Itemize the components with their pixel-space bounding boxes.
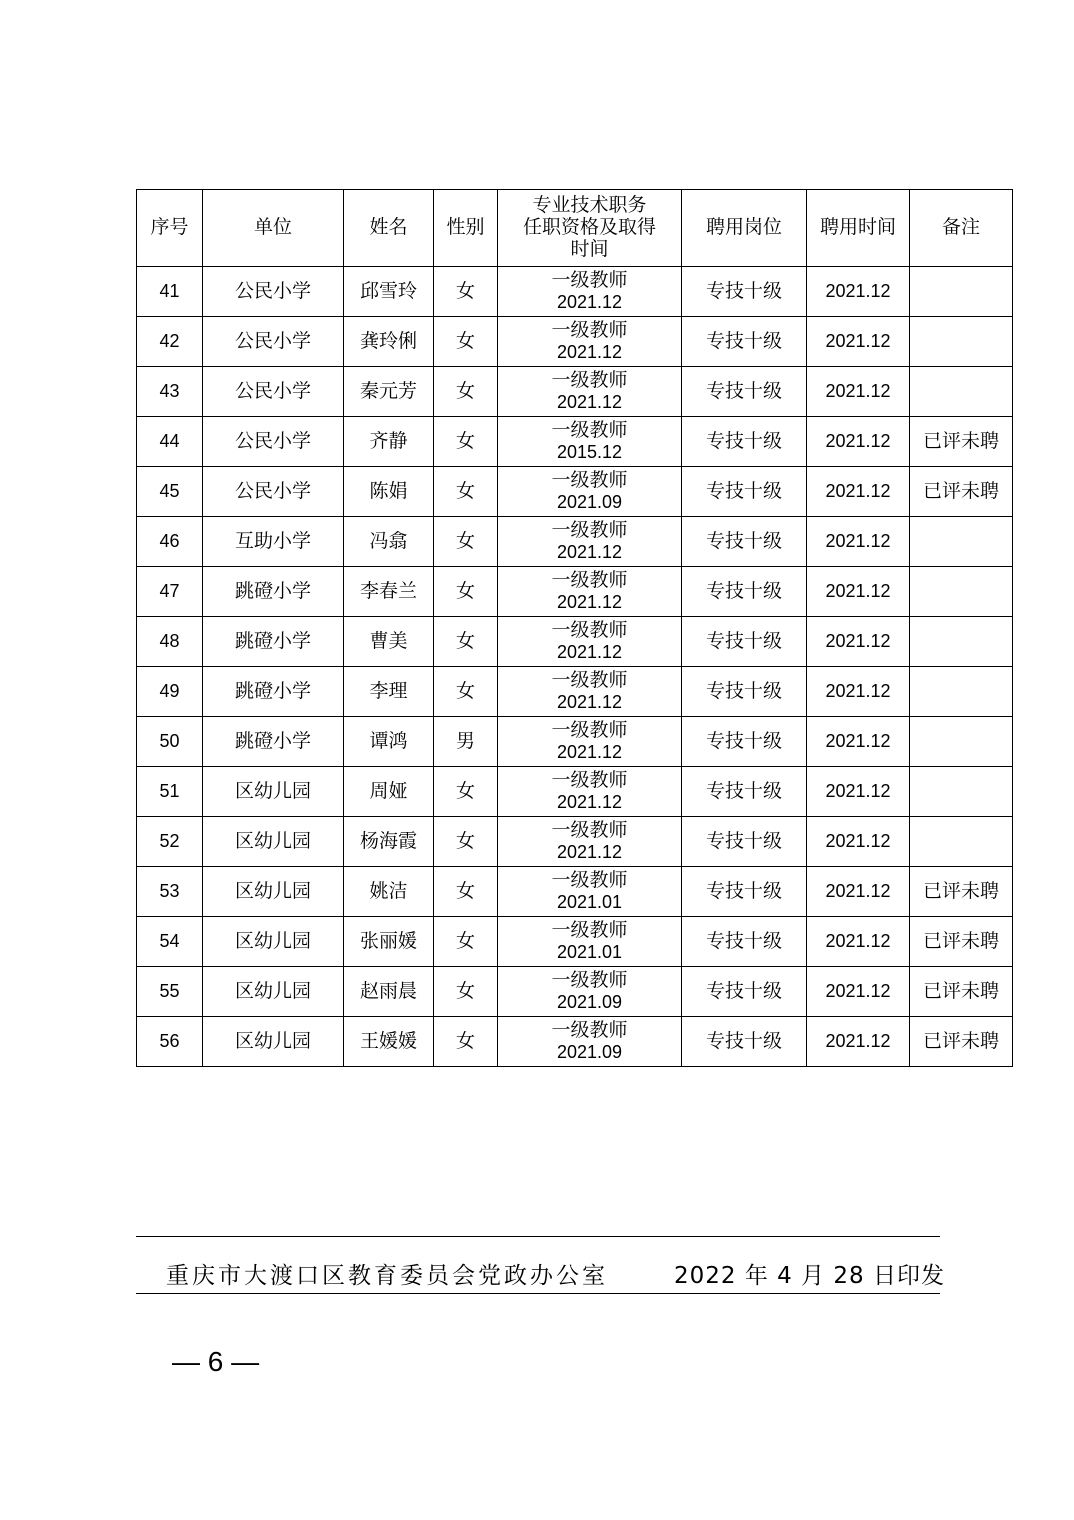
header-gender: 性别 <box>434 190 498 267</box>
qualification-title: 一级教师 <box>551 419 628 442</box>
cell-position: 专技十级 <box>682 717 807 767</box>
qualification-title: 一级教师 <box>551 519 628 542</box>
cell-position: 专技十级 <box>682 617 807 667</box>
qualification-title: 一级教师 <box>551 619 628 642</box>
qualification-date: 2021.12 <box>556 642 623 663</box>
table-row <box>137 917 1013 967</box>
cell-name: 李理 <box>344 667 434 717</box>
qualification-title: 一级教师 <box>551 1019 628 1042</box>
cell-position: 专技十级 <box>682 517 807 567</box>
qualification-date: 2021.12 <box>556 542 623 563</box>
header-seq: 序号 <box>137 190 203 267</box>
cell-name: 赵雨晨 <box>344 967 434 1017</box>
cell-qualification <box>498 417 682 467</box>
cell-name: 谭鸿 <box>344 717 434 767</box>
cell-hire-date: 2021.12 <box>807 417 910 467</box>
table-row <box>137 567 1013 617</box>
header-hire-date: 聘用时间 <box>807 190 910 267</box>
table-row <box>137 867 1013 917</box>
cell-qualification <box>498 567 682 617</box>
table-row <box>137 467 1013 517</box>
cell-seq: 46 <box>137 517 203 567</box>
cell-gender: 女 <box>434 617 498 667</box>
footer-bottom-rule <box>136 1293 940 1294</box>
qualification-title: 一级教师 <box>551 919 628 942</box>
qualification-title: 一级教师 <box>551 669 628 692</box>
table-row <box>137 267 1013 317</box>
cell-gender: 女 <box>434 567 498 617</box>
cell-name: 冯翕 <box>344 517 434 567</box>
cell-seq: 51 <box>137 767 203 817</box>
cell-position: 专技十级 <box>682 1017 807 1067</box>
footer-top-rule <box>136 1236 940 1237</box>
header-qualification-line-2: 任职资格及取得 <box>522 216 656 239</box>
cell-remark <box>910 767 1013 817</box>
cell-qualification <box>498 867 682 917</box>
cell-name: 姚洁 <box>344 867 434 917</box>
cell-name: 周娅 <box>344 767 434 817</box>
table-header-row <box>137 190 1013 267</box>
qualification-title: 一级教师 <box>551 469 628 492</box>
cell-seq: 56 <box>137 1017 203 1067</box>
cell-qualification <box>498 617 682 667</box>
qualification-title: 一级教师 <box>551 869 628 892</box>
cell-gender: 女 <box>434 517 498 567</box>
cell-seq: 54 <box>137 917 203 967</box>
cell-position: 专技十级 <box>682 817 807 867</box>
table-row <box>137 717 1013 767</box>
qualification-date: 2021.12 <box>556 342 623 363</box>
qualification-title: 一级教师 <box>551 819 628 842</box>
qualification-date: 2021.01 <box>556 942 623 963</box>
table-row <box>137 517 1013 567</box>
cell-seq: 55 <box>137 967 203 1017</box>
cell-hire-date: 2021.12 <box>807 917 910 967</box>
table-row <box>137 1017 1013 1067</box>
issue-date: 2022 年 4 月 28 日印发 <box>674 1263 945 1289</box>
cell-seq: 49 <box>137 667 203 717</box>
cell-gender: 女 <box>434 667 498 717</box>
cell-name: 邱雪玲 <box>344 267 434 317</box>
cell-qualification <box>498 1017 682 1067</box>
cell-hire-date: 2021.12 <box>807 1017 910 1067</box>
cell-qualification <box>498 917 682 967</box>
cell-remark: 已评未聘 <box>910 467 1013 517</box>
table-row <box>137 417 1013 467</box>
cell-remark <box>910 717 1013 767</box>
cell-unit: 跳磴小学 <box>203 617 344 667</box>
cell-gender: 男 <box>434 717 498 767</box>
cell-hire-date: 2021.12 <box>807 317 910 367</box>
cell-qualification <box>498 367 682 417</box>
qualification-title: 一级教师 <box>551 319 628 342</box>
cell-gender: 女 <box>434 917 498 967</box>
cell-seq: 44 <box>137 417 203 467</box>
header-position: 聘用岗位 <box>682 190 807 267</box>
qualification-date: 2021.12 <box>556 292 623 313</box>
cell-gender: 女 <box>434 767 498 817</box>
cell-remark: 已评未聘 <box>910 1017 1013 1067</box>
table-row <box>137 367 1013 417</box>
cell-unit: 公民小学 <box>203 267 344 317</box>
cell-gender: 女 <box>434 317 498 367</box>
table-row <box>137 667 1013 717</box>
cell-remark <box>910 517 1013 567</box>
cell-gender: 女 <box>434 867 498 917</box>
qualification-title: 一级教师 <box>551 369 628 392</box>
qualification-title: 一级教师 <box>551 719 628 742</box>
table-row <box>137 817 1013 867</box>
cell-name: 龚玲俐 <box>344 317 434 367</box>
qualification-date: 2021.09 <box>556 992 623 1013</box>
cell-name: 王媛媛 <box>344 1017 434 1067</box>
cell-position: 专技十级 <box>682 967 807 1017</box>
header-name: 姓名 <box>344 190 434 267</box>
cell-hire-date: 2021.12 <box>807 667 910 717</box>
cell-gender: 女 <box>434 417 498 467</box>
cell-qualification <box>498 517 682 567</box>
cell-qualification <box>498 967 682 1017</box>
cell-hire-date: 2021.12 <box>807 967 910 1017</box>
cell-seq: 53 <box>137 867 203 917</box>
header-qualification <box>498 190 682 267</box>
issuing-organization: 重庆市大渡口区教育委员会党政办公室 <box>166 1263 608 1289</box>
cell-position: 专技十级 <box>682 417 807 467</box>
cell-remark: 已评未聘 <box>910 417 1013 467</box>
qualification-date: 2021.12 <box>556 592 623 613</box>
cell-hire-date: 2021.12 <box>807 367 910 417</box>
cell-gender: 女 <box>434 367 498 417</box>
cell-position: 专技十级 <box>682 867 807 917</box>
cell-remark <box>910 567 1013 617</box>
qualification-date: 2021.12 <box>556 692 623 713</box>
cell-position: 专技十级 <box>682 917 807 967</box>
cell-seq: 45 <box>137 467 203 517</box>
cell-gender: 女 <box>434 967 498 1017</box>
qualification-title: 一级教师 <box>551 269 628 292</box>
cell-name: 秦元芳 <box>344 367 434 417</box>
cell-qualification <box>498 317 682 367</box>
cell-remark <box>910 367 1013 417</box>
cell-position: 专技十级 <box>682 267 807 317</box>
cell-hire-date: 2021.12 <box>807 517 910 567</box>
cell-hire-date: 2021.12 <box>807 767 910 817</box>
cell-gender: 女 <box>434 467 498 517</box>
cell-unit: 互助小学 <box>203 517 344 567</box>
cell-seq: 47 <box>137 567 203 617</box>
cell-hire-date: 2021.12 <box>807 867 910 917</box>
cell-unit: 区幼儿园 <box>203 767 344 817</box>
header-unit: 单位 <box>203 190 344 267</box>
qualification-date: 2021.12 <box>556 792 623 813</box>
cell-remark <box>910 667 1013 717</box>
cell-unit: 跳磴小学 <box>203 667 344 717</box>
cell-hire-date: 2021.12 <box>807 567 910 617</box>
cell-qualification <box>498 667 682 717</box>
cell-name: 齐静 <box>344 417 434 467</box>
table-row <box>137 767 1013 817</box>
cell-seq: 41 <box>137 267 203 317</box>
table-row <box>137 967 1013 1017</box>
cell-qualification <box>498 717 682 767</box>
cell-remark <box>910 267 1013 317</box>
qualification-date: 2021.01 <box>556 892 623 913</box>
table-row <box>137 617 1013 667</box>
cell-gender: 女 <box>434 267 498 317</box>
cell-hire-date: 2021.12 <box>807 467 910 517</box>
cell-unit: 区幼儿园 <box>203 817 344 867</box>
qualification-date: 2015.12 <box>556 442 623 463</box>
cell-name: 李春兰 <box>344 567 434 617</box>
cell-remark <box>910 817 1013 867</box>
header-qualification-line-3: 时间 <box>570 237 609 260</box>
cell-gender: 女 <box>434 817 498 867</box>
cell-seq: 50 <box>137 717 203 767</box>
qualification-date: 2021.12 <box>556 842 623 863</box>
cell-seq: 52 <box>137 817 203 867</box>
page-number: — 6 — <box>172 1346 260 1377</box>
cell-position: 专技十级 <box>682 667 807 717</box>
cell-position: 专技十级 <box>682 467 807 517</box>
cell-unit: 区幼儿园 <box>203 967 344 1017</box>
qualification-date: 2021.09 <box>556 1042 623 1063</box>
qualification-date: 2021.09 <box>556 492 623 513</box>
header-remark: 备注 <box>910 190 1013 267</box>
cell-qualification <box>498 817 682 867</box>
cell-position: 专技十级 <box>682 567 807 617</box>
qualification-date: 2021.12 <box>556 392 623 413</box>
qualification-title: 一级教师 <box>551 969 628 992</box>
cell-name: 曹美 <box>344 617 434 667</box>
cell-seq: 43 <box>137 367 203 417</box>
cell-unit: 公民小学 <box>203 467 344 517</box>
cell-unit: 区幼儿园 <box>203 1017 344 1067</box>
cell-unit: 公民小学 <box>203 417 344 467</box>
table-body <box>137 267 1013 1067</box>
cell-hire-date: 2021.12 <box>807 267 910 317</box>
qualification-date: 2021.12 <box>556 742 623 763</box>
cell-unit: 跳磴小学 <box>203 717 344 767</box>
cell-seq: 42 <box>137 317 203 367</box>
header-qualification-line-1: 专业技术职务 <box>532 194 647 217</box>
qualification-title: 一级教师 <box>551 769 628 792</box>
cell-qualification <box>498 467 682 517</box>
cell-qualification <box>498 767 682 817</box>
cell-remark: 已评未聘 <box>910 917 1013 967</box>
cell-name: 张丽媛 <box>344 917 434 967</box>
cell-unit: 公民小学 <box>203 317 344 367</box>
cell-unit: 区幼儿园 <box>203 867 344 917</box>
cell-remark: 已评未聘 <box>910 867 1013 917</box>
cell-remark: 已评未聘 <box>910 967 1013 1017</box>
cell-hire-date: 2021.12 <box>807 717 910 767</box>
cell-remark <box>910 317 1013 367</box>
teacher-roster-table <box>136 189 1013 1067</box>
cell-qualification <box>498 267 682 317</box>
cell-gender: 女 <box>434 1017 498 1067</box>
cell-position: 专技十级 <box>682 767 807 817</box>
cell-name: 杨海霞 <box>344 817 434 867</box>
cell-unit: 跳磴小学 <box>203 567 344 617</box>
cell-remark <box>910 617 1013 667</box>
table-row <box>137 317 1013 367</box>
qualification-title: 一级教师 <box>551 569 628 592</box>
cell-position: 专技十级 <box>682 367 807 417</box>
cell-unit: 公民小学 <box>203 367 344 417</box>
cell-hire-date: 2021.12 <box>807 617 910 667</box>
cell-hire-date: 2021.12 <box>807 817 910 867</box>
cell-position: 专技十级 <box>682 317 807 367</box>
cell-name: 陈娟 <box>344 467 434 517</box>
cell-unit: 区幼儿园 <box>203 917 344 967</box>
cell-seq: 48 <box>137 617 203 667</box>
